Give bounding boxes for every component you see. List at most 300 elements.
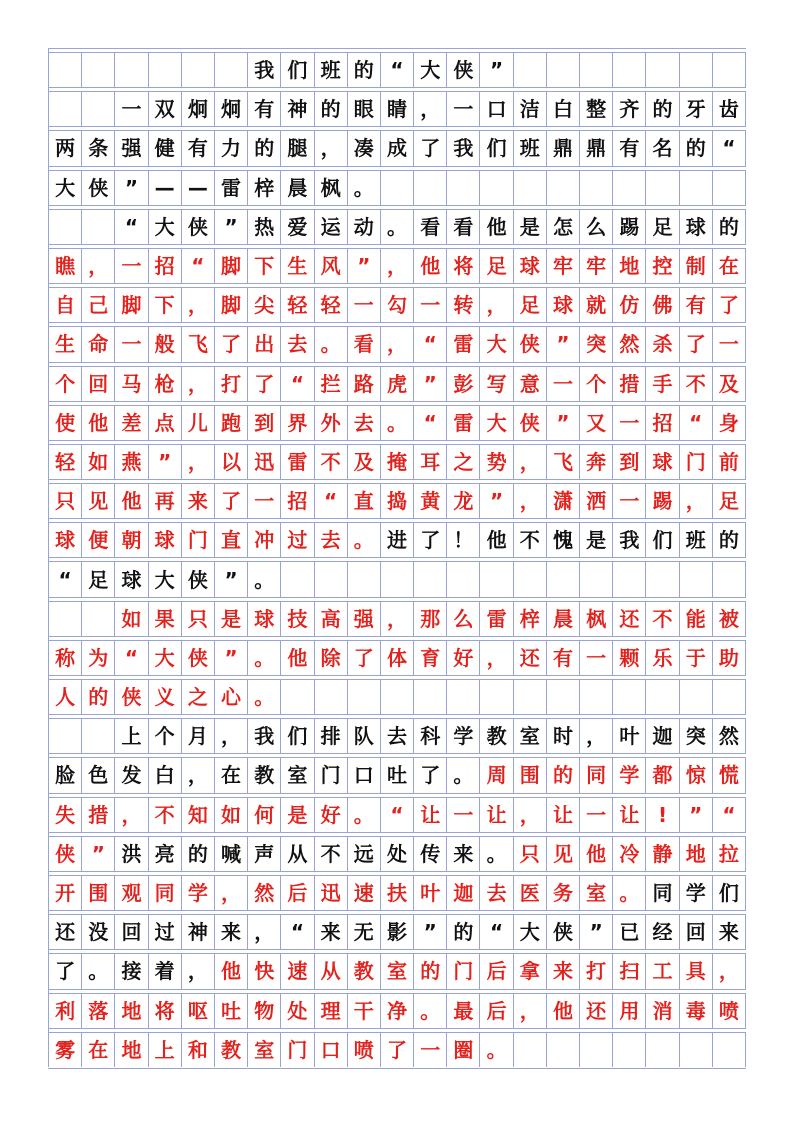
grid-cell-char: 影	[381, 915, 414, 949]
grid-cell-char: ”	[215, 210, 248, 244]
grid-cell-char: 我	[248, 719, 281, 753]
grid-cell-char: 仿	[613, 288, 646, 322]
grid-cell-char: 掩	[381, 445, 414, 479]
grid-cell-char: ，	[514, 798, 547, 832]
grid-cell-char: 迅	[248, 445, 281, 479]
grid-cell-char: 围	[514, 758, 547, 792]
grid-cell-char: 轻	[49, 445, 82, 479]
grid-cell	[514, 171, 547, 205]
grid-row	[48, 283, 746, 322]
grid-cell-char: 冷	[613, 837, 646, 871]
grid-cell-char: ，	[215, 876, 248, 910]
grid-cell-char: ，	[381, 327, 414, 361]
grid-cell-char: 教	[348, 954, 381, 988]
grid-cell	[381, 562, 414, 596]
grid-row	[48, 832, 746, 871]
grid-cell-char: 侠	[115, 680, 148, 714]
grid-cell	[447, 680, 480, 714]
grid-cell-char: 鼎	[547, 131, 580, 165]
grid-cell-char: 整	[580, 92, 613, 126]
grid-cell-char: 毒	[680, 994, 713, 1028]
grid-cell	[49, 602, 82, 636]
grid-cell-char: 制	[680, 249, 713, 283]
grid-cell-char: 地	[115, 1033, 148, 1067]
grid-cell	[414, 562, 447, 596]
grid-cell-char: 雷	[480, 602, 513, 636]
grid-cell	[348, 680, 381, 714]
grid-cell-char: 神	[182, 915, 215, 949]
grid-cell-char: 还	[580, 994, 613, 1028]
grid-cell-char: 自	[49, 288, 82, 322]
grid-cell	[680, 680, 713, 714]
grid-cell-char: 来	[215, 915, 248, 949]
grid-cell	[381, 680, 414, 714]
grid-cell-char: 侠	[182, 641, 215, 675]
grid-cell-char: 有	[248, 92, 281, 126]
grid-cell-char: 他	[82, 406, 115, 440]
grid-cell-char: 观	[115, 876, 148, 910]
grid-cell-char: 口	[348, 758, 381, 792]
grid-cell-char: 让	[547, 798, 580, 832]
composition-grid	[48, 48, 746, 1067]
grid-cell	[480, 562, 513, 596]
grid-cell-char: 的	[713, 210, 746, 244]
grid-bottom-border	[48, 1068, 746, 1069]
grid-cell-char: 条	[82, 131, 115, 165]
grid-cell-char: 脚	[215, 249, 248, 283]
grid-cell-char: 为	[82, 641, 115, 675]
grid-cell-char: 都	[646, 758, 679, 792]
grid-cell-char: 慌	[713, 758, 746, 792]
grid-cell	[547, 1033, 580, 1067]
grid-cell-char: 晨	[547, 602, 580, 636]
grid-cell-char: 到	[613, 445, 646, 479]
grid-cell-char: 有	[680, 288, 713, 322]
grid-cell-char: 了	[215, 484, 248, 518]
grid-cell-char: ”	[680, 798, 713, 832]
grid-row	[48, 479, 746, 518]
grid-cell-char: 们	[713, 876, 746, 910]
grid-cell	[680, 1033, 713, 1067]
grid-cell-char: ”	[480, 53, 513, 87]
grid-cell-char: 迦	[447, 876, 480, 910]
grid-cell-char: ，	[215, 719, 248, 753]
grid-cell-char: 月	[182, 719, 215, 753]
grid-cell-char: 黄	[414, 484, 447, 518]
grid-cell-char: 洒	[580, 484, 613, 518]
grid-cell-char: 意	[514, 367, 547, 401]
grid-cell-char: 。	[613, 876, 646, 910]
grid-cell-char: 地	[680, 837, 713, 871]
grid-cell-char: “	[713, 131, 746, 165]
grid-cell-char: 如	[215, 798, 248, 832]
grid-cell-char: 己	[82, 288, 115, 322]
grid-cell-char: “	[414, 327, 447, 361]
grid-cell-char: 的	[348, 53, 381, 87]
grid-cell-char: 出	[248, 327, 281, 361]
grid-row	[48, 949, 746, 988]
grid-cell	[315, 562, 348, 596]
grid-cell-char: 务	[547, 876, 580, 910]
grid-cell-char: 侠	[49, 837, 82, 871]
grid-cell-char: 。	[348, 523, 381, 557]
grid-cell-char: 使	[49, 406, 82, 440]
grid-cell-char: 回	[82, 367, 115, 401]
grid-cell-char: 是	[580, 523, 613, 557]
grid-cell-char: 无	[348, 915, 381, 949]
grid-cell-char: 耳	[414, 445, 447, 479]
grid-cell-char: 口	[480, 92, 513, 126]
grid-cell-char: 排	[315, 719, 348, 753]
grid-cell-char: ，	[182, 445, 215, 479]
grid-cell-char: ，	[514, 484, 547, 518]
grid-cell	[480, 171, 513, 205]
grid-cell-char: 室	[580, 876, 613, 910]
grid-cell	[414, 680, 447, 714]
grid-cell-char: “	[49, 562, 82, 596]
grid-cell-char: ，	[248, 915, 281, 949]
grid-cell-char: 就	[580, 288, 613, 322]
grid-cell-char: 室	[381, 954, 414, 988]
grid-cell-char: 球	[115, 562, 148, 596]
grid-cell-char: 不	[149, 798, 182, 832]
grid-cell-char: 让	[613, 798, 646, 832]
grid-cell	[281, 680, 314, 714]
grid-cell-char: 去	[315, 523, 348, 557]
grid-cell-char: 经	[646, 915, 679, 949]
grid-cell-char: 一	[613, 406, 646, 440]
grid-cell-char: 他	[281, 641, 314, 675]
grid-cell-char: 学	[447, 719, 480, 753]
grid-cell-char: 利	[49, 994, 82, 1028]
grid-cell-char: 声	[248, 837, 281, 871]
grid-cell-char: 回	[680, 915, 713, 949]
grid-cell-char: 。	[248, 562, 281, 596]
grid-cell-char: 是	[215, 602, 248, 636]
grid-cell-char: 门	[680, 445, 713, 479]
grid-cell-char: 喊	[215, 837, 248, 871]
grid-row	[48, 87, 746, 126]
grid-cell-char: 动	[348, 210, 381, 244]
grid-cell	[580, 562, 613, 596]
grid-row	[48, 126, 746, 165]
grid-cell-char: 班	[680, 523, 713, 557]
grid-cell-char: 。	[414, 994, 447, 1028]
grid-cell-char: ”	[115, 171, 148, 205]
grid-cell-char: 之	[182, 680, 215, 714]
grid-cell-char: 只	[49, 484, 82, 518]
grid-cell-char: 热	[248, 210, 281, 244]
grid-cell	[182, 53, 215, 87]
grid-cell-char: 般	[149, 327, 182, 361]
grid-cell-char: 拉	[713, 837, 746, 871]
grid-cell-char: 彭	[447, 367, 480, 401]
grid-cell-char: 不	[315, 837, 348, 871]
grid-cell-char: 学	[613, 758, 646, 792]
grid-cell-char: 怎	[547, 210, 580, 244]
grid-cell-char: 不	[315, 445, 348, 479]
grid-cell-char: 门	[447, 954, 480, 988]
grid-cell-char: 。	[248, 680, 281, 714]
grid-cell-char: 一	[580, 641, 613, 675]
grid-cell-char: 呕	[182, 994, 215, 1028]
grid-cell-char: 下	[248, 249, 281, 283]
grid-cell-char: 没	[82, 915, 115, 949]
grid-cell-char: 被	[713, 602, 746, 636]
grid-cell-char: 然	[248, 876, 281, 910]
grid-cell-char: 何	[248, 798, 281, 832]
grid-cell-char: “	[713, 798, 746, 832]
grid-cell-char: 足	[82, 562, 115, 596]
grid-cell-char: 双	[149, 92, 182, 126]
grid-cell	[447, 562, 480, 596]
grid-cell-char: 佛	[646, 288, 679, 322]
grid-cell-char: 了	[381, 1033, 414, 1067]
grid-cell-char: 们	[646, 523, 679, 557]
grid-cell-char: 来	[447, 837, 480, 871]
grid-cell	[514, 53, 547, 87]
grid-cell-char: 那	[414, 602, 447, 636]
grid-cell-char: 了	[414, 131, 447, 165]
grid-cell-char: 龙	[447, 484, 480, 518]
grid-cell	[82, 92, 115, 126]
grid-cell	[514, 562, 547, 596]
grid-cell-char: 果	[149, 602, 182, 636]
grid-row	[48, 636, 746, 675]
grid-cell-char: 静	[646, 837, 679, 871]
grid-cell	[381, 171, 414, 205]
grid-cell-char: 义	[149, 680, 182, 714]
grid-cell-char: 球	[149, 523, 182, 557]
grid-cell-char: 远	[348, 837, 381, 871]
grid-cell-char: 同	[149, 876, 182, 910]
grid-cell-char: 外	[315, 406, 348, 440]
grid-cell-char: 他	[480, 210, 513, 244]
grid-cell-char: 的	[248, 131, 281, 165]
grid-row	[48, 793, 746, 832]
grid-cell-char: 眼	[348, 92, 381, 126]
grid-cell-char: 在	[215, 758, 248, 792]
grid-cell-char: 迦	[646, 719, 679, 753]
grid-cell-char: 爱	[281, 210, 314, 244]
grid-cell-char: 瞧	[49, 249, 82, 283]
grid-cell-char: ，	[182, 954, 215, 988]
grid-cell	[613, 53, 646, 87]
grid-cell-char: 。	[381, 406, 414, 440]
grid-cell-char: 处	[381, 837, 414, 871]
grid-cell-char: ！	[447, 523, 480, 557]
grid-row	[48, 1028, 746, 1067]
grid-cell	[580, 53, 613, 87]
grid-cell-char: 前	[713, 445, 746, 479]
grid-cell-char: 足	[713, 484, 746, 518]
grid-cell-char: 学	[182, 876, 215, 910]
grid-cell	[547, 53, 580, 87]
grid-cell-char: 我	[613, 523, 646, 557]
grid-cell-char: 他	[480, 523, 513, 557]
grid-cell-char: 雾	[49, 1033, 82, 1067]
grid-cell-char: 了	[248, 367, 281, 401]
grid-cell-char: “	[182, 249, 215, 283]
grid-cell-char: ，	[414, 92, 447, 126]
grid-cell-char: 睛	[381, 92, 414, 126]
grid-cell	[514, 1033, 547, 1067]
grid-cell-char: ”	[547, 327, 580, 361]
grid-cell-char: 大	[49, 171, 82, 205]
grid-cell-char: 拿	[514, 954, 547, 988]
grid-cell-char: 科	[414, 719, 447, 753]
grid-cell-char: 还	[514, 641, 547, 675]
grid-cell-char: 技	[281, 602, 314, 636]
grid-cell-char: 一	[547, 367, 580, 401]
grid-cell-char: 飞	[182, 327, 215, 361]
grid-cell-char: 喷	[713, 994, 746, 1028]
grid-cell-char: 还	[49, 915, 82, 949]
grid-cell-char: 干	[348, 994, 381, 1028]
grid-row	[48, 166, 746, 205]
grid-cell-char: 界	[281, 406, 314, 440]
grid-cell-char: ”	[480, 484, 513, 518]
grid-cell-char: “	[115, 210, 148, 244]
grid-cell-char: 虎	[381, 367, 414, 401]
grid-cell-char: 教	[215, 1033, 248, 1067]
grid-cell-char: 他	[115, 484, 148, 518]
grid-cell-char: 后	[480, 994, 513, 1028]
grid-cell-char: 身	[713, 406, 746, 440]
grid-cell-char: 。	[348, 798, 381, 832]
grid-cell-char: 。	[480, 1033, 513, 1067]
grid-row	[48, 518, 746, 557]
grid-cell-char: 一	[348, 288, 381, 322]
grid-cell-char: 在	[713, 249, 746, 283]
grid-cell-char: 侠	[514, 327, 547, 361]
grid-cell-char: 同	[580, 758, 613, 792]
grid-cell-char: 突	[580, 327, 613, 361]
grid-cell	[447, 171, 480, 205]
grid-cell-char: 凑	[348, 131, 381, 165]
grid-cell-char: 看	[348, 327, 381, 361]
grid-cell-char: 洪	[115, 837, 148, 871]
grid-cell-char: 于	[680, 641, 713, 675]
grid-cell-char: 侠	[182, 210, 215, 244]
grid-cell-char: 白	[149, 758, 182, 792]
grid-cell-char: 突	[680, 719, 713, 753]
grid-cell	[82, 719, 115, 753]
grid-cell-char: 上	[115, 719, 148, 753]
grid-cell-char: 乐	[646, 641, 679, 675]
grid-cell-char: 枫	[315, 171, 348, 205]
grid-cell-char: 大	[514, 915, 547, 949]
grid-cell-char: 队	[348, 719, 381, 753]
grid-cell-char: 风	[315, 249, 348, 283]
grid-cell-char: 去	[480, 876, 513, 910]
grid-cell-char: 又	[580, 406, 613, 440]
grid-cell-char: 和	[182, 1033, 215, 1067]
grid-cell-char: 室	[281, 758, 314, 792]
grid-cell-char: 颗	[613, 641, 646, 675]
grid-cell-char: 大	[480, 406, 513, 440]
grid-cell-char: 高	[315, 602, 348, 636]
grid-cell-char: 运	[315, 210, 348, 244]
grid-cell-char: 去	[348, 406, 381, 440]
grid-cell-char: “	[480, 915, 513, 949]
grid-cell-char: 以	[215, 445, 248, 479]
grid-cell-char: 么	[447, 602, 480, 636]
grid-cell-char: ”	[547, 406, 580, 440]
grid-cell-char: 好	[315, 798, 348, 832]
grid-cell-char: 我	[248, 53, 281, 87]
grid-cell-char: 大	[480, 327, 513, 361]
grid-cell-char: 直	[215, 523, 248, 557]
grid-cell-char: 一	[580, 798, 613, 832]
grid-cell-char: 洁	[514, 92, 547, 126]
grid-cell-char: ，	[381, 249, 414, 283]
grid-cell-char: 腿	[281, 131, 314, 165]
grid-cell-char: 看	[447, 210, 480, 244]
grid-cell-char: 尖	[248, 288, 281, 322]
grid-cell-char: 见	[547, 837, 580, 871]
grid-cell-char: 雷	[215, 171, 248, 205]
grid-cell-char: ，	[713, 954, 746, 988]
grid-cell-char: 的	[414, 954, 447, 988]
grid-row	[48, 714, 746, 753]
grid-cell-char: 一	[447, 798, 480, 832]
grid-cell	[315, 680, 348, 714]
grid-cell-char: 扫	[613, 954, 646, 988]
grid-cell	[547, 680, 580, 714]
grid-cell-char: ，	[182, 367, 215, 401]
grid-cell-char: 圈	[447, 1033, 480, 1067]
grid-cell-char: 从	[281, 837, 314, 871]
grid-cell-char: 转	[447, 288, 480, 322]
grid-cell-char: ”	[82, 837, 115, 871]
grid-cell-char: 牢	[580, 249, 613, 283]
grid-cell-char: 措	[613, 367, 646, 401]
grid-cell	[215, 53, 248, 87]
grid-cell-char: 扶	[381, 876, 414, 910]
grid-cell-char: “	[414, 406, 447, 440]
grid-cell-char: 教	[248, 758, 281, 792]
grid-cell-char: 足	[646, 210, 679, 244]
grid-cell-char: 一	[414, 1033, 447, 1067]
grid-cell-char: 雷	[447, 327, 480, 361]
grid-cell-char: 能	[680, 602, 713, 636]
grid-cell-char: 好	[447, 641, 480, 675]
grid-cell-char: 了	[680, 327, 713, 361]
grid-cell-char: 写	[480, 367, 513, 401]
grid-cell-char: 生	[281, 249, 314, 283]
grid-cell-char: 理	[315, 994, 348, 1028]
grid-cell-char: ，	[480, 641, 513, 675]
grid-cell	[580, 1033, 613, 1067]
grid-cell	[713, 562, 746, 596]
grid-cell-char: 措	[82, 798, 115, 832]
grid-row	[48, 362, 746, 401]
grid-cell-char: 吐	[381, 758, 414, 792]
grid-cell-char: 枪	[149, 367, 182, 401]
grid-cell-char: 枫	[580, 602, 613, 636]
grid-cell-char: 门	[315, 758, 348, 792]
grid-cell-char: 力	[215, 131, 248, 165]
grid-cell-char: !	[646, 798, 679, 832]
grid-row	[48, 675, 746, 714]
grid-cell-char: 奔	[580, 445, 613, 479]
grid-cell-char: 球	[547, 288, 580, 322]
grid-cell-char: ，	[480, 288, 513, 322]
grid-row	[48, 871, 746, 910]
grid-cell	[414, 171, 447, 205]
grid-cell-char: 两	[49, 131, 82, 165]
